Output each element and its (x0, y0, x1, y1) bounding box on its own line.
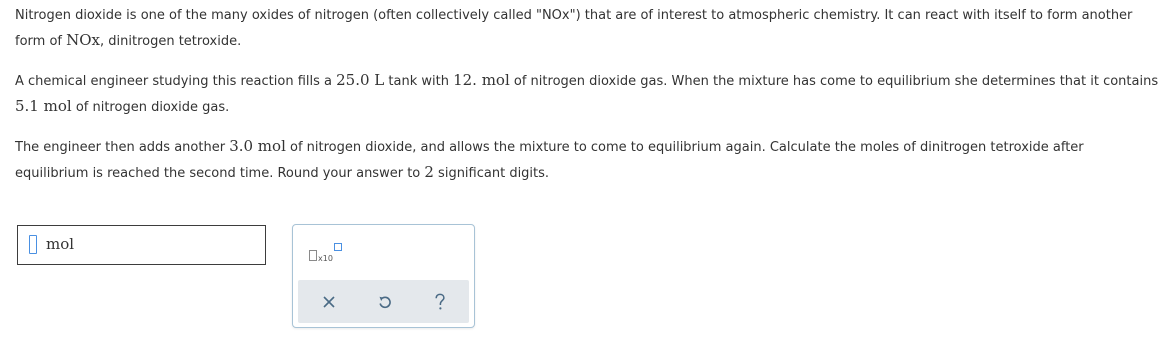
answer-input[interactable] (29, 235, 37, 254)
sci-exponent-box-icon (334, 243, 342, 251)
undo-icon (377, 294, 393, 310)
problem-text: significant digits. (433, 166, 550, 181)
problem-paragraph-2 (15, 68, 1160, 120)
problem-paragraph-3 (15, 134, 1160, 186)
equilibrium-moles: 5.1 mol (15, 97, 72, 115)
answer-field[interactable] (17, 225, 266, 265)
problem-text: of nitrogen dioxide gas. (71, 100, 230, 115)
problem-text: tank with (384, 74, 454, 89)
sci-x10-label: x10 (318, 254, 333, 263)
sci-base-box-icon (309, 250, 317, 261)
tank-volume: 25.0 L (336, 71, 385, 89)
math-toolbox (292, 224, 475, 328)
help-button[interactable] (427, 289, 453, 315)
answer-unit: mol (46, 235, 75, 253)
question-mark-icon (433, 293, 447, 311)
problem-statement (15, 4, 1160, 200)
problem-text: of nitrogen dioxide, and allows the mixture to come to equilibrium again. Calculate the moles of dinitrogen tetroxide after equilibrium is reached the second time. Round your answer to (15, 140, 1084, 181)
undo-button[interactable] (372, 289, 398, 315)
problem-paragraph-1 (15, 4, 1160, 54)
problem-text: The engineer then adds another (15, 140, 230, 155)
scientific-notation-button[interactable] (307, 241, 347, 271)
clear-button[interactable] (316, 289, 342, 315)
formula-nox: NOx (66, 31, 100, 49)
x-icon (322, 295, 336, 309)
problem-text: , dinitrogen tetroxide. (100, 34, 242, 49)
problem-text: A chemical engineer studying this reaction fills a (15, 74, 337, 89)
problem-text: Nitrogen dioxide is one of the many oxides of nitrogen (often collectively called "NOx") that are of interest to atmospheric chemistry. It can react with itself to form another form of (15, 8, 1133, 49)
significant-digits: 2 (424, 163, 434, 181)
added-moles: 3.0 mol (229, 137, 286, 155)
action-toolbar (298, 280, 469, 323)
initial-moles: 12. mol (453, 71, 510, 89)
problem-text: of nitrogen dioxide gas. When the mixture has come to equilibrium she determines that it contains (509, 74, 1159, 89)
